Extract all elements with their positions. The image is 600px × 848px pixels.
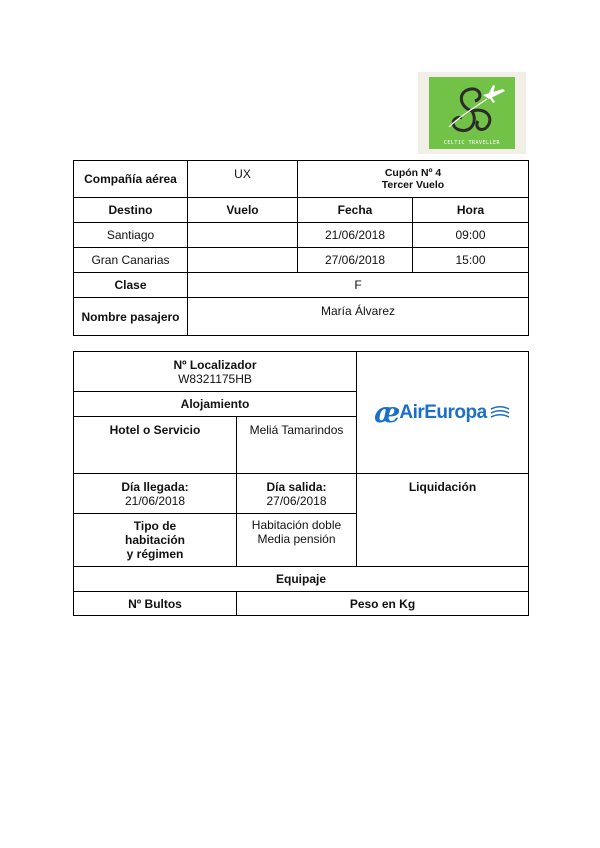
passenger-label: Nombre pasajero [74,298,188,336]
room-value-cell [237,514,357,567]
arrival-label: Día llegada: [121,479,189,494]
triskelion-plane-icon [429,77,515,149]
vuelo-cell [188,223,298,248]
fecha-cell: 21/06/2018 [298,223,413,248]
passenger-value: María Álvarez [188,298,529,336]
header-vuelo: Vuelo [188,198,298,223]
airline-brand-cell [357,352,529,474]
lodging-label: Alojamiento [74,392,357,417]
luggage-label: Equipaje [74,567,529,592]
vuelo-cell [188,248,298,273]
class-label: Clase [74,273,188,298]
table-row [74,223,529,248]
logo-badge [429,77,515,149]
coupon-flight-order: Tercer Vuelo [381,179,445,191]
ae-mark: æ [374,396,398,429]
room-type-value: Habitación doble [251,518,342,532]
airline-value: UX [188,161,298,198]
fecha-cell: 27/06/2018 [298,248,413,273]
header-destino: Destino [74,198,188,223]
bags-label: Nº Bultos [74,592,237,616]
table-row [74,248,529,273]
room-label-line: y régimen [126,547,184,561]
booking-table [73,351,529,616]
brand-name: AirEuropa [399,401,487,423]
departure-value: 27/06/2018 [266,493,327,508]
hora-cell: 09:00 [413,223,529,248]
locator-label: Nº Localizador [173,357,257,372]
weight-label: Peso en Kg [237,592,529,616]
logo-caption: CELTIC TRAVELLER [443,140,501,146]
destino-cell: Gran Canarias [74,248,188,273]
flight-coupon-table [73,160,529,336]
locator-value: W8321175HB [178,371,252,386]
arrival-cell [74,474,237,514]
class-value: F [188,273,529,298]
departure-cell [237,474,357,514]
board-type-value: Media pensión [257,532,336,546]
arrival-value: 21/06/2018 [124,493,186,508]
skyteam-icon [489,404,511,422]
hora-cell: 15:00 [413,248,529,273]
settlement-label: Liquidación [357,474,529,567]
coupon-number: Cupón Nº 4 [384,167,442,179]
air-europa-logo [374,396,510,429]
room-label-line: Tipo de [133,519,177,533]
hotel-label: Hotel o Servicio [74,417,237,474]
room-label-cell [74,514,237,567]
departure-label: Día salida: [266,479,327,494]
header-fecha: Fecha [298,198,413,223]
destino-cell: Santiago [74,223,188,248]
header-hora: Hora [413,198,529,223]
room-label-line: habitación [124,533,185,547]
locator-cell [74,352,357,392]
coupon-cell [298,161,529,198]
flight-header-row [74,198,529,223]
company-logo [418,72,526,154]
airline-label: Compañía aérea [74,161,188,198]
hotel-value: Meliá Tamarindos [237,417,357,474]
